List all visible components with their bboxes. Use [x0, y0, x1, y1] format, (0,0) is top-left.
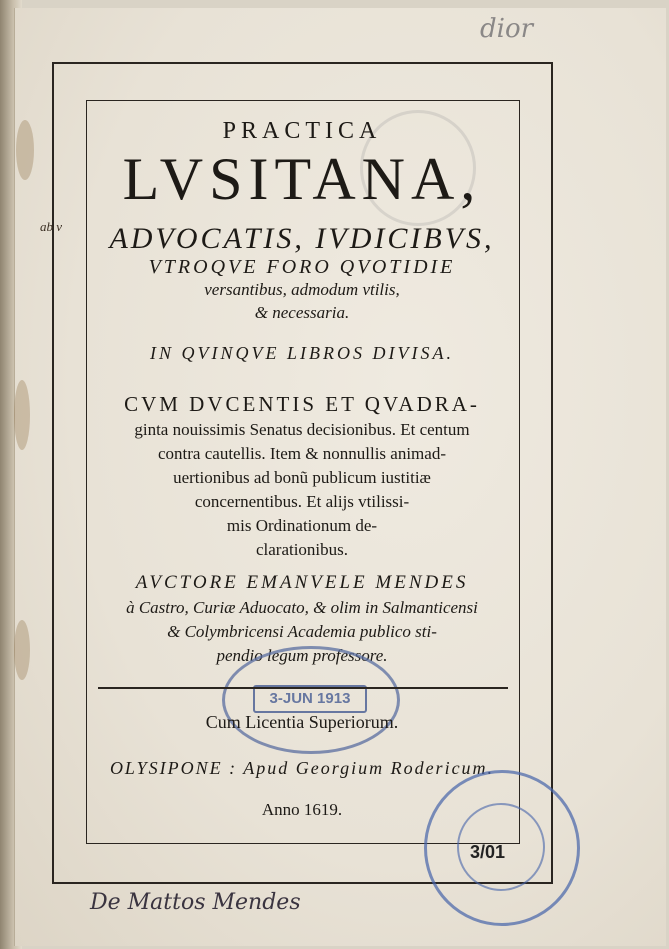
- license-line: Cum Licentia Superiorum.: [205, 712, 399, 732]
- division-line: IN QVINQVE LIBROS DIVISA.: [150, 343, 454, 363]
- author-line: à Castro, Curiæ Aduocato, & olim in Salmanticensi: [126, 598, 478, 617]
- bottom-signature: De Mattos Mendes: [90, 890, 301, 915]
- foxing-stain: [16, 120, 34, 180]
- description-line: contra cautellis. Item & nonnullis animad-: [158, 444, 446, 463]
- subtitle-utroque: VTROQVE FORO QVOTIDIE: [148, 256, 456, 278]
- subtitle-advocatis: ADVOCATIS, IVDICIBVS,: [109, 222, 495, 255]
- year-line: Anno 1619.: [261, 800, 343, 819]
- description-line: clarationibus.: [255, 540, 349, 559]
- horizontal-rule: [98, 687, 508, 689]
- foxing-stain: [14, 620, 30, 680]
- foxing-stain: [14, 380, 30, 450]
- stamp-date: 3-JUN 1913: [253, 685, 367, 713]
- subtitle-necessaria: & necessaria.: [254, 303, 350, 322]
- description-line: mis Ordinationum de-: [226, 516, 378, 535]
- description-line: concernentibus. Et alijs vtilissi-: [194, 492, 410, 511]
- margin-note: ab v: [40, 219, 63, 234]
- author-line: & Colymbricensi Academia publico sti-: [167, 622, 437, 641]
- description-line: uertionibus ad bonũ publicum iustitiæ: [173, 468, 431, 487]
- author-line: AVCTORE EMANVELE MENDES: [135, 572, 469, 593]
- top-signature: dior: [480, 14, 534, 44]
- title-line-lusitana: LVSITANA,: [122, 146, 482, 212]
- library-date-stamp: [222, 646, 400, 754]
- description-line: ginta nouissimis Senatus decisionibus. Et centum: [134, 420, 470, 439]
- subtitle-versantibus: versantibus, admodum vtilis,: [204, 280, 400, 299]
- title-line-practica: PRACTICA: [222, 118, 382, 144]
- imprint-line: OLYSIPONE : Apud Georgium Rodericum.: [109, 758, 495, 778]
- shelfmark: 3/01: [470, 842, 506, 862]
- description-line: CVM DVCENTIS ET QVADRA-: [124, 392, 480, 416]
- author-line: pendio legum professore.: [216, 646, 388, 665]
